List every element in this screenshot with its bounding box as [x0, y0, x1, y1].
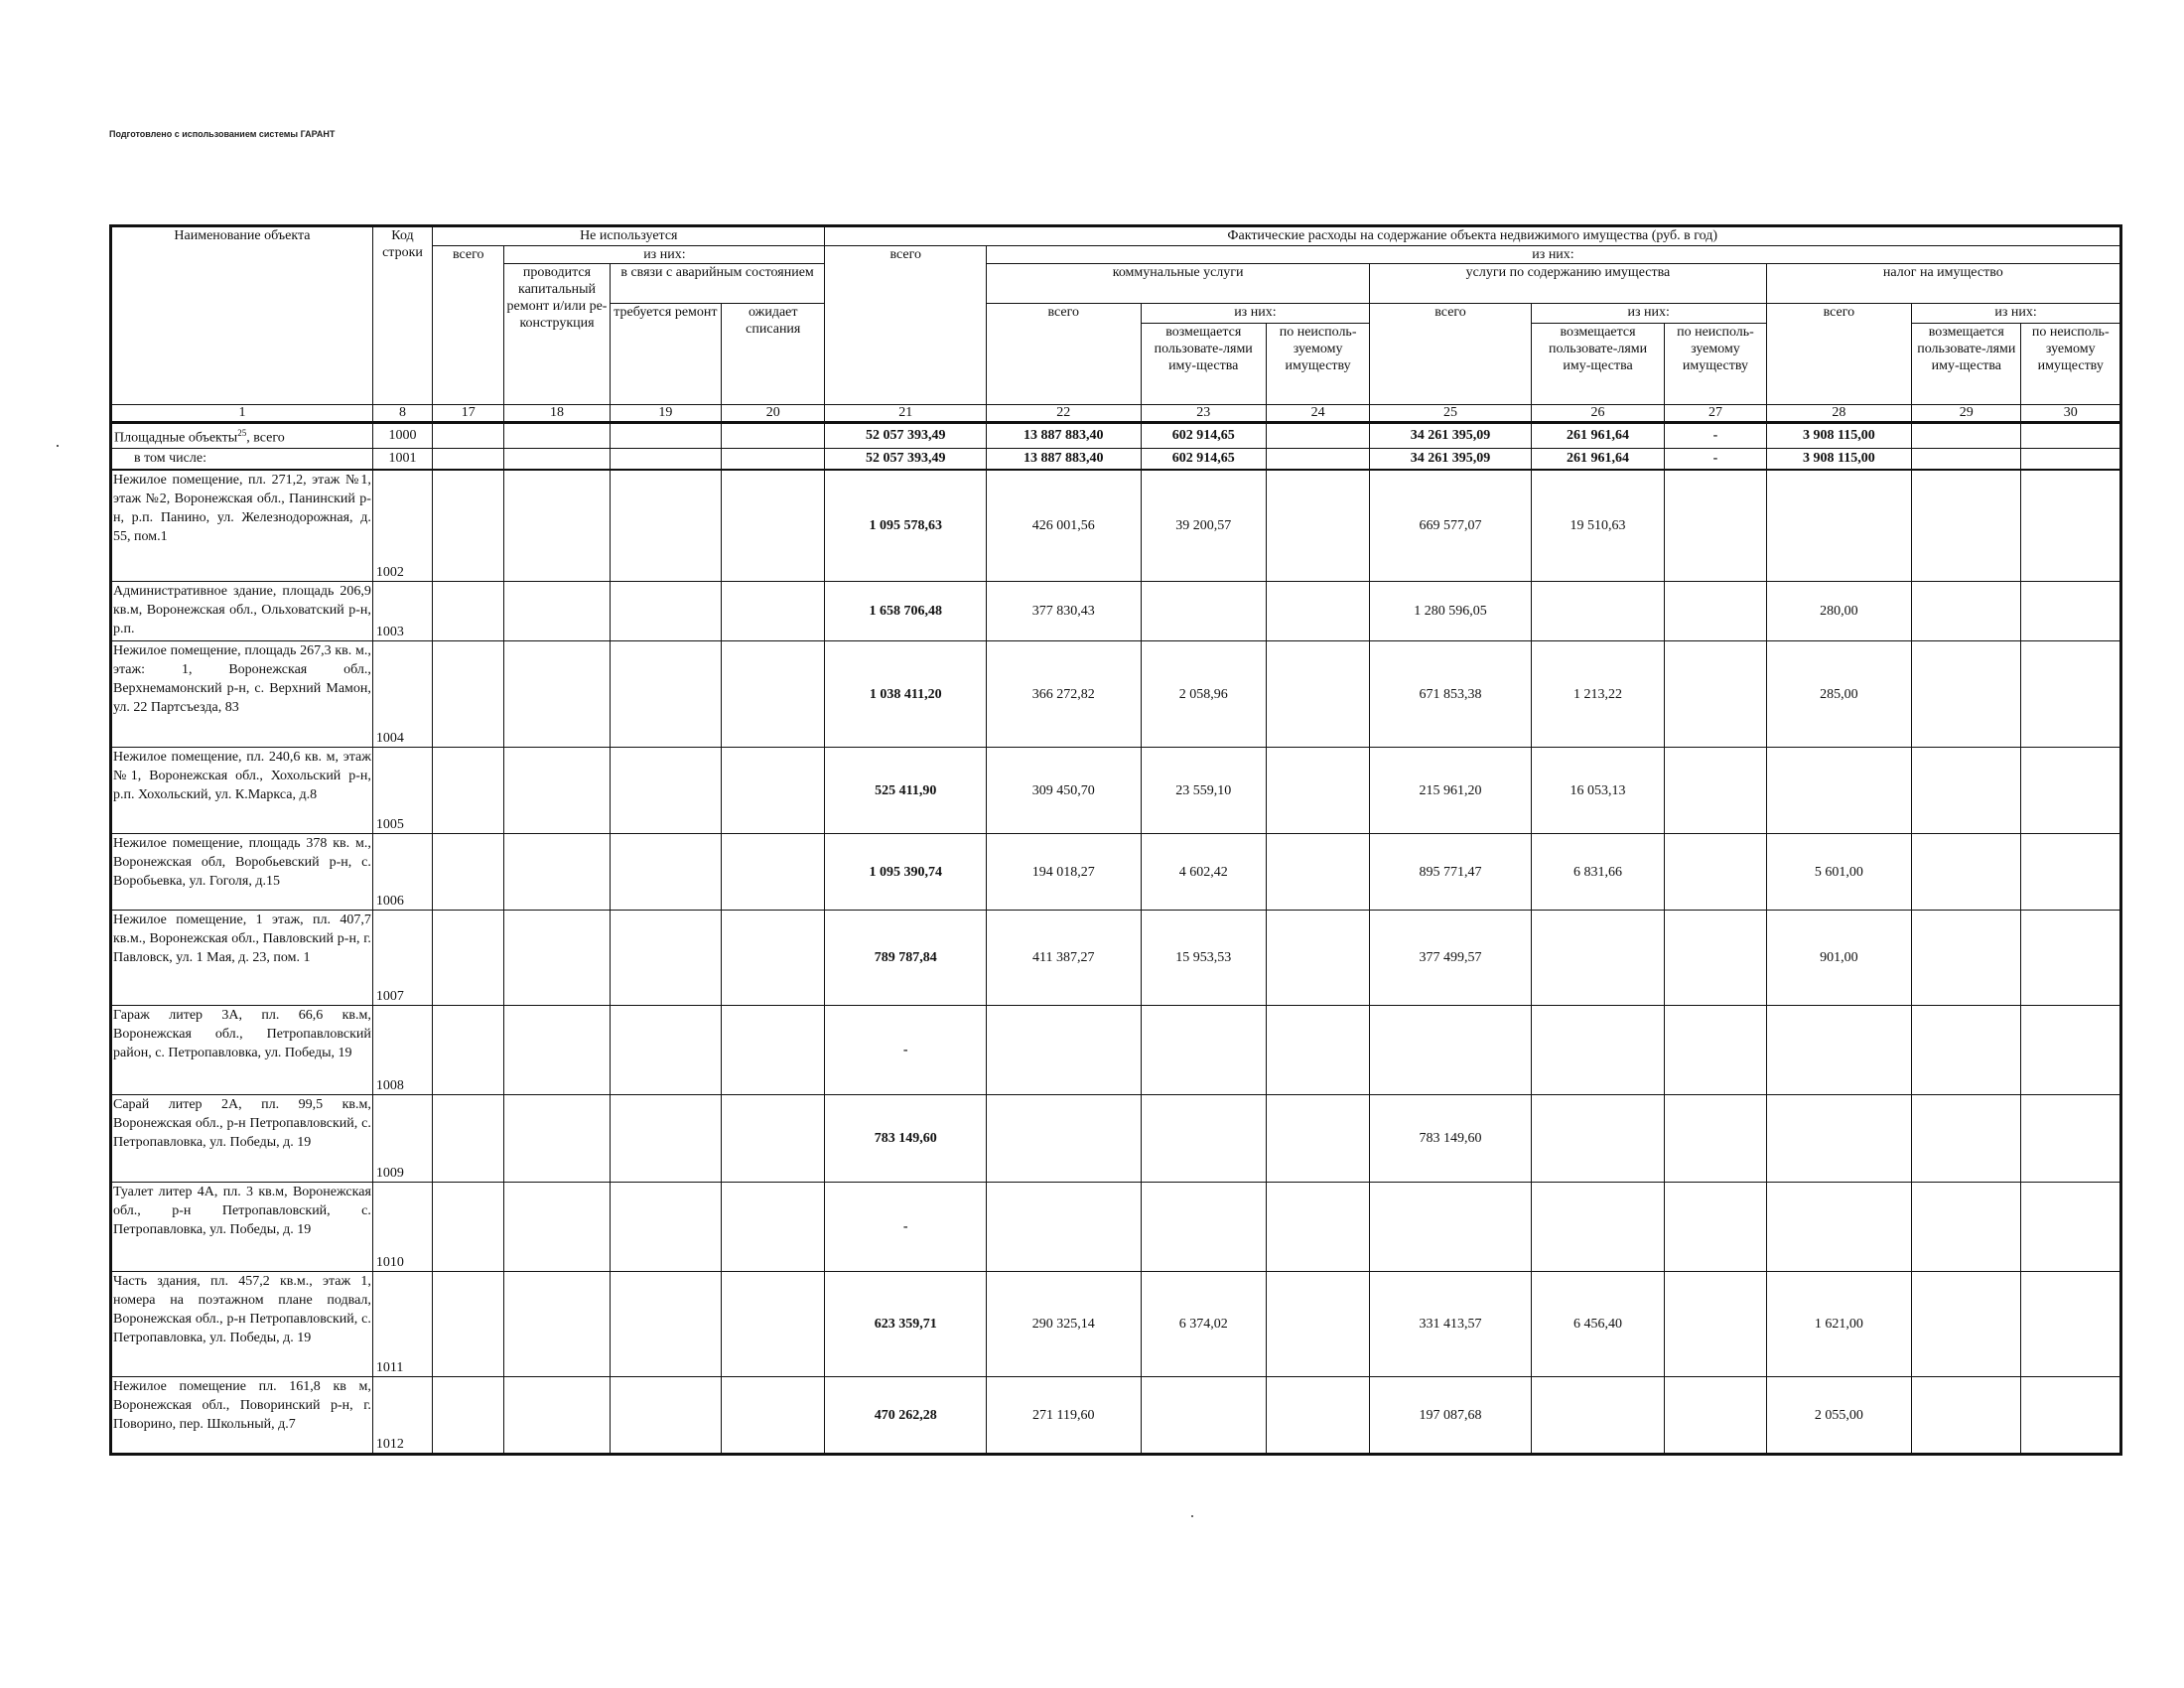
cell-c29	[1912, 448, 2021, 470]
cell-c22: 290 325,14	[987, 1272, 1142, 1377]
header-maintenance-reimbursed: возмещается пользовате-лями иму-щества	[1531, 324, 1664, 405]
cell-c19	[610, 448, 721, 470]
header-code: Код строки	[372, 226, 432, 405]
total-row	[111, 448, 2121, 470]
cell-c21: 1 658 706,48	[825, 582, 987, 641]
cell-c21: 783 149,60	[825, 1095, 987, 1183]
header-not-used-total: всего	[433, 246, 504, 405]
header-utilities-reimbursed: возмещается пользовате-лями иму-щества	[1141, 324, 1266, 405]
table-row	[111, 1183, 2121, 1272]
table-row	[111, 641, 2121, 748]
cell-c29	[1912, 911, 2021, 1006]
cell-c30	[2021, 1095, 2121, 1183]
table-row	[111, 1272, 2121, 1377]
header-utilities: коммунальные услуги	[987, 264, 1370, 304]
cell-c20	[722, 470, 825, 582]
cell-c17	[433, 470, 504, 582]
column-number: 18	[504, 405, 610, 423]
cell-c21: 623 359,71	[825, 1272, 987, 1377]
cell-c19	[610, 748, 721, 834]
cell-c29	[1912, 1272, 2021, 1377]
column-number: 21	[825, 405, 987, 423]
cell-c27: -	[1665, 448, 1766, 470]
cell-c17	[433, 641, 504, 748]
cell-c23: 6 374,02	[1141, 1272, 1266, 1377]
cell-c25: 783 149,60	[1370, 1095, 1532, 1183]
row-code: 1006	[372, 834, 432, 911]
row-name: Нежилое помещение, 1 этаж, пл. 407,7 кв.м., Воронежская обл., Павловский р-н, г. Павловск, ул. 1 Мая, д. 23, пом. 1	[111, 911, 373, 1006]
cell-c26: 261 961,64	[1531, 423, 1664, 449]
cell-c30	[2021, 1006, 2121, 1095]
cell-c28: 2 055,00	[1766, 1377, 1911, 1455]
header-property-tax: налог на имущество	[1766, 264, 2120, 304]
cell-c30	[2021, 834, 2121, 911]
cell-c27	[1665, 470, 1766, 582]
cell-c23	[1141, 1095, 1266, 1183]
row-name: Туалет литер 4А, пл. 3 кв.м, Воронежская обл., р-н Петропавловский, с. Петропавловка, ул. Победы, д. 19	[111, 1183, 373, 1272]
cell-c21: 525 411,90	[825, 748, 987, 834]
cell-c17	[433, 1272, 504, 1377]
cell-c21: 1 038 411,20	[825, 641, 987, 748]
cell-c18	[504, 1377, 610, 1455]
header-not-used: Не используется	[433, 226, 825, 246]
header-not-used-of-them: из них:	[504, 246, 825, 264]
table-row	[111, 470, 2121, 582]
cell-c29	[1912, 641, 2021, 748]
header-costs-of-them: из них:	[987, 246, 2121, 264]
cell-c21: 1 095 578,63	[825, 470, 987, 582]
cell-c28: 5 601,00	[1766, 834, 1911, 911]
cell-c23: 602 914,65	[1141, 423, 1266, 449]
row-code: 1005	[372, 748, 432, 834]
row-name: Нежилое помещение, площадь 378 кв. м., Воронежская обл, Воробьевский р-н, с. Воробьевка, ул. Гоголя, д.15	[111, 834, 373, 911]
report-table-wrapper	[109, 224, 2122, 1456]
cell-c22: 377 830,43	[987, 582, 1142, 641]
cell-c17	[433, 582, 504, 641]
cell-c29	[1912, 1006, 2021, 1095]
cell-c20	[722, 641, 825, 748]
cell-c30	[2021, 1272, 2121, 1377]
column-number: 23	[1141, 405, 1266, 423]
cell-c29	[1912, 1095, 2021, 1183]
cell-c18	[504, 911, 610, 1006]
column-number: 27	[1665, 405, 1766, 423]
cell-c21: 52 057 393,49	[825, 423, 987, 449]
cell-c23: 4 602,42	[1141, 834, 1266, 911]
header-costs-total: всего	[825, 246, 987, 405]
cell-c29	[1912, 1377, 2021, 1455]
cell-c28	[1766, 1006, 1911, 1095]
cell-c20	[722, 911, 825, 1006]
total-row	[111, 423, 2121, 449]
column-number: 28	[1766, 405, 1911, 423]
cell-c29	[1912, 748, 2021, 834]
cell-c18	[504, 834, 610, 911]
cell-c30	[2021, 748, 2121, 834]
cell-c26	[1531, 1183, 1664, 1272]
row-name: Часть здания, пл. 457,2 кв.м., этаж 1, номера на поэтажном плане подвал, Воронежская обл., р-н Петропавловский, с. Петропавловка, ул. Победы, д. 19	[111, 1272, 373, 1377]
header-capital-repair: проводится капитальный ремонт и/или ре-конструкция	[504, 264, 610, 405]
row-name: Нежилое помещение, пл. 271,2, этаж №1, этаж №2, Воронежская обл., Панинский р-н, р.п. Панино, ул. Железнодорожная, д. 55, пом.1	[111, 470, 373, 582]
cell-c30	[2021, 1377, 2121, 1455]
cell-c26	[1531, 582, 1664, 641]
cell-c17	[433, 448, 504, 470]
cell-c21: 470 262,28	[825, 1377, 987, 1455]
row-name: Гараж литер 3А, пл. 66,6 кв.м, Воронежская обл., Петропавловский район, с. Петропавловка, ул. Победы, 19	[111, 1006, 373, 1095]
cell-c25: 215 961,20	[1370, 748, 1532, 834]
row-name-tail: , всего	[246, 430, 285, 446]
cell-c23	[1141, 1006, 1266, 1095]
cell-c30	[2021, 582, 2121, 641]
header-tax-of-them: из них:	[1912, 304, 2121, 324]
cell-c18	[504, 582, 610, 641]
column-number: 20	[722, 405, 825, 423]
cell-c30	[2021, 448, 2121, 470]
cell-c26: 261 961,64	[1531, 448, 1664, 470]
cell-c17	[433, 1095, 504, 1183]
cell-c27	[1665, 748, 1766, 834]
cell-c28	[1766, 1095, 1911, 1183]
header-awaits-writeoff: ожидает списания	[722, 304, 825, 405]
cell-c24	[1266, 1377, 1369, 1455]
cell-c28: 1 621,00	[1766, 1272, 1911, 1377]
column-number: 26	[1531, 405, 1664, 423]
cell-c27	[1665, 1272, 1766, 1377]
row-name: Административное здание, площадь 206,9 кв.м, Воронежская обл., Ольховатский р-н, р.п.	[111, 582, 373, 641]
row-name: Нежилое помещение, пл. 240,6 кв. м, этаж №1, Воронежская обл., Хохольский р-н, р.п. Хохольский, ул. К.Маркса, д.8	[111, 748, 373, 834]
cell-c25: 895 771,47	[1370, 834, 1532, 911]
cell-c23	[1141, 582, 1266, 641]
cell-c27	[1665, 1006, 1766, 1095]
row-name-text: в том числе:	[134, 450, 206, 466]
cell-c28	[1766, 748, 1911, 834]
cell-c25: 331 413,57	[1370, 1272, 1532, 1377]
speck	[1191, 1515, 1193, 1517]
cell-c20	[722, 582, 825, 641]
cell-c18	[504, 470, 610, 582]
cell-c25: 34 261 395,09	[1370, 423, 1532, 449]
cell-c27	[1665, 1095, 1766, 1183]
cell-c28: 280,00	[1766, 582, 1911, 641]
row-code: 1004	[372, 641, 432, 748]
column-number: 25	[1370, 405, 1532, 423]
cell-c28	[1766, 1183, 1911, 1272]
cell-c25: 377 499,57	[1370, 911, 1532, 1006]
cell-c26: 19 510,63	[1531, 470, 1664, 582]
column-number: 30	[2021, 405, 2121, 423]
column-number: 29	[1912, 405, 2021, 423]
cell-c24	[1266, 641, 1369, 748]
cell-c28: 3 908 115,00	[1766, 423, 1911, 449]
row-code: 1008	[372, 1006, 432, 1095]
cell-c17	[433, 834, 504, 911]
cell-c19	[610, 834, 721, 911]
header-utilities-total: всего	[987, 304, 1142, 405]
cell-c19	[610, 1272, 721, 1377]
cell-c24	[1266, 1183, 1369, 1272]
cell-c17	[433, 1006, 504, 1095]
cell-c17	[433, 911, 504, 1006]
cell-c18	[504, 1095, 610, 1183]
cell-c22	[987, 1006, 1142, 1095]
header-tax-reimbursed: возмещается пользовате-лями иму-щества	[1912, 324, 2021, 405]
cell-c19	[610, 1183, 721, 1272]
cell-c22: 194 018,27	[987, 834, 1142, 911]
cell-c17	[433, 748, 504, 834]
header-tax-total: всего	[1766, 304, 1911, 405]
table-row	[111, 1095, 2121, 1183]
cell-c17	[433, 1377, 504, 1455]
cell-c26: 6 831,66	[1531, 834, 1664, 911]
cell-c25: 1 280 596,05	[1370, 582, 1532, 641]
column-number: 17	[433, 405, 504, 423]
cell-c25: 671 853,38	[1370, 641, 1532, 748]
cell-c22: 13 887 883,40	[987, 423, 1142, 449]
cell-c17	[433, 1183, 504, 1272]
cell-c20	[722, 423, 825, 449]
cell-c22: 426 001,56	[987, 470, 1142, 582]
cell-c22: 271 119,60	[987, 1377, 1142, 1455]
cell-c29	[1912, 834, 2021, 911]
cell-c21: 52 057 393,49	[825, 448, 987, 470]
cell-c21: 1 095 390,74	[825, 834, 987, 911]
row-code: 1011	[372, 1272, 432, 1377]
header-needs-repair: требуется ремонт	[610, 304, 721, 405]
header-maintenance-of-them: из них:	[1531, 304, 1766, 324]
cell-c24	[1266, 582, 1369, 641]
cell-c30	[2021, 1183, 2121, 1272]
cell-c18	[504, 448, 610, 470]
cell-c25	[1370, 1183, 1532, 1272]
cell-c26	[1531, 1006, 1664, 1095]
cell-c21: 789 787,84	[825, 911, 987, 1006]
cell-c28: 3 908 115,00	[1766, 448, 1911, 470]
cell-c24	[1266, 1272, 1369, 1377]
cell-c22	[987, 1095, 1142, 1183]
table-row	[111, 834, 2121, 911]
cell-c20	[722, 1006, 825, 1095]
cell-c21: -	[825, 1006, 987, 1095]
cell-c18	[504, 748, 610, 834]
cell-c29	[1912, 470, 2021, 582]
cell-c26: 16 053,13	[1531, 748, 1664, 834]
cell-c27	[1665, 911, 1766, 1006]
cell-c30	[2021, 641, 2121, 748]
row-name	[111, 423, 373, 449]
row-code: 1012	[372, 1377, 432, 1455]
table-row	[111, 1006, 2121, 1095]
cell-c19	[610, 470, 721, 582]
cell-c20	[722, 1095, 825, 1183]
cell-c18	[504, 641, 610, 748]
header-maintenance: услуги по содержанию имущества	[1370, 264, 1766, 304]
cell-c22	[987, 1183, 1142, 1272]
real-estate-costs-table	[109, 224, 2122, 1456]
cell-c27	[1665, 582, 1766, 641]
column-number: 22	[987, 405, 1142, 423]
cell-c17	[433, 423, 504, 449]
cell-c27	[1665, 1183, 1766, 1272]
column-number: 24	[1266, 405, 1369, 423]
cell-c27	[1665, 1377, 1766, 1455]
row-name	[111, 448, 373, 470]
cell-c29	[1912, 423, 2021, 449]
cell-c24	[1266, 748, 1369, 834]
cell-c23: 15 953,53	[1141, 911, 1266, 1006]
cell-c19	[610, 1095, 721, 1183]
cell-c20	[722, 748, 825, 834]
cell-c23: 602 914,65	[1141, 448, 1266, 470]
header-tax-unused: по неисполь-зуемому имуществу	[2021, 324, 2121, 405]
cell-c27: -	[1665, 423, 1766, 449]
cell-c28: 901,00	[1766, 911, 1911, 1006]
column-numbers-row	[111, 405, 2121, 423]
table-row	[111, 748, 2121, 834]
cell-c20	[722, 448, 825, 470]
cell-c30	[2021, 911, 2121, 1006]
cell-c22: 13 887 883,40	[987, 448, 1142, 470]
cell-c24	[1266, 470, 1369, 582]
cell-c28	[1766, 470, 1911, 582]
cell-c27	[1665, 641, 1766, 748]
cell-c29	[1912, 582, 2021, 641]
header-actual-costs: Фактические расходы на содержание объекта недвижимого имущества (руб. в год)	[825, 226, 2121, 246]
header-utilities-of-them: из них:	[1141, 304, 1370, 324]
cell-c24	[1266, 1095, 1369, 1183]
cell-c26	[1531, 1377, 1664, 1455]
cell-c21: -	[825, 1183, 987, 1272]
cell-c25	[1370, 1006, 1532, 1095]
column-number: 1	[111, 405, 373, 423]
cell-c24	[1266, 423, 1369, 449]
cell-c19	[610, 423, 721, 449]
cell-c22: 366 272,82	[987, 641, 1142, 748]
header-utilities-unused: по неисполь-зуемому имуществу	[1266, 324, 1369, 405]
cell-c29	[1912, 1183, 2021, 1272]
speck	[57, 445, 59, 447]
cell-c18	[504, 1183, 610, 1272]
cell-c19	[610, 582, 721, 641]
cell-c20	[722, 1377, 825, 1455]
cell-c30	[2021, 470, 2121, 582]
row-name-text: Площадные объекты	[114, 430, 238, 446]
cell-c23: 39 200,57	[1141, 470, 1266, 582]
row-name: Сарай литер 2А, пл. 99,5 кв.м, Воронежская обл., р-н Петропавловский, с. Петропавловка, ул. Победы, д. 19	[111, 1095, 373, 1183]
cell-c30	[2021, 423, 2121, 449]
cell-c22: 309 450,70	[987, 748, 1142, 834]
cell-c24	[1266, 1006, 1369, 1095]
cell-c25: 197 087,68	[1370, 1377, 1532, 1455]
cell-c19	[610, 641, 721, 748]
cell-c18	[504, 423, 610, 449]
cell-c18	[504, 1272, 610, 1377]
cell-c19	[610, 1377, 721, 1455]
cell-c23: 2 058,96	[1141, 641, 1266, 748]
cell-c24	[1266, 911, 1369, 1006]
cell-c26: 1 213,22	[1531, 641, 1664, 748]
cell-c23	[1141, 1183, 1266, 1272]
cell-c24	[1266, 448, 1369, 470]
table-row	[111, 582, 2121, 641]
cell-c20	[722, 834, 825, 911]
cell-c25: 34 261 395,09	[1370, 448, 1532, 470]
cell-c23	[1141, 1377, 1266, 1455]
cell-c24	[1266, 834, 1369, 911]
cell-c27	[1665, 834, 1766, 911]
cell-c20	[722, 1272, 825, 1377]
cell-c28: 285,00	[1766, 641, 1911, 748]
cell-c18	[504, 1006, 610, 1095]
column-number: 8	[372, 405, 432, 423]
row-code: 1009	[372, 1095, 432, 1183]
cell-c19	[610, 1006, 721, 1095]
row-name: Нежилое помещение пл. 161,8 кв м, Воронежская обл., Поворинский р-н, г. Поворино, пер. Школьный, д.7	[111, 1377, 373, 1455]
table-body	[111, 423, 2121, 1455]
cell-c26: 6 456,40	[1531, 1272, 1664, 1377]
header-maintenance-unused: по неисполь-зуемому имуществу	[1665, 324, 1766, 405]
cell-c19	[610, 911, 721, 1006]
row-code: 1002	[372, 470, 432, 582]
cell-c23: 23 559,10	[1141, 748, 1266, 834]
row-code: 1010	[372, 1183, 432, 1272]
row-code: 1003	[372, 582, 432, 641]
cell-c20	[722, 1183, 825, 1272]
garant-note: Подготовлено с использованием системы ГАРАНТ	[109, 129, 336, 139]
cell-c25: 669 577,07	[1370, 470, 1532, 582]
header-maintenance-total: всего	[1370, 304, 1532, 405]
cell-c22: 411 387,27	[987, 911, 1142, 1006]
row-code: 1000	[372, 423, 432, 449]
table-row	[111, 1377, 2121, 1455]
cell-c26	[1531, 1095, 1664, 1183]
footnote-marker: 25	[237, 428, 247, 438]
header-emergency: в связи с аварийным состоянием	[610, 264, 825, 304]
table-row	[111, 911, 2121, 1006]
row-code: 1007	[372, 911, 432, 1006]
cell-c26	[1531, 911, 1664, 1006]
column-number: 19	[610, 405, 721, 423]
header-name: Наименование объекта	[111, 226, 373, 405]
row-name: Нежилое помещение, площадь 267,3 кв. м., этаж: 1, Воронежская обл., Верхнемамонский р-н, с. Верхний Мамон, ул. 22 Партсъезда, 83	[111, 641, 373, 748]
row-code: 1001	[372, 448, 432, 470]
